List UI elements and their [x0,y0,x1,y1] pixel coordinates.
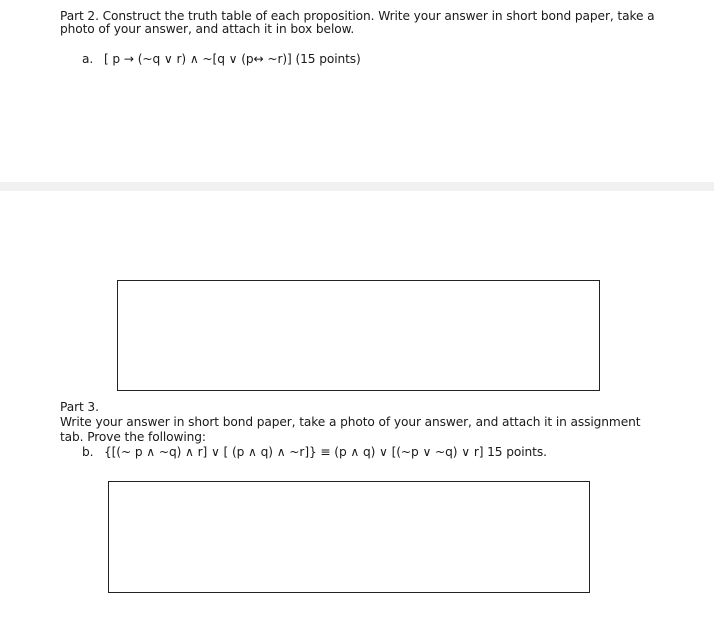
item-b-label: b. [82,445,94,459]
part3-instruction-line2: tab. Prove the following: [60,430,206,444]
part3-answer-box[interactable] [108,481,590,593]
item-b-proposition: {[(~ p ∧ ~q) ∧ r] ∨ [ (p ∧ q) ∧ ~r]} ≡ (p ∧ q) ∨ [(~p ∨ ~q) ∨ r] 15 points. [104,445,547,459]
item-a-label: a. [82,52,94,66]
part2-instruction-line2: photo of your answer, and attach it in box below. [60,22,355,36]
part2-answer-box[interactable] [117,280,600,391]
part3-instruction-line1: Write your answer in short bond paper, take a photo of your answer, and attach it in assignment [60,415,641,429]
item-a-proposition: [ p → (~q ∨ r) ∧ ~[q ∨ (p↔ ~r)] (15 points) [104,52,361,66]
page-break [0,182,714,191]
part2-instruction-line1: Part 2. Construct the truth table of each proposition. Write your answer in short bond paper, take a [60,9,655,23]
part3-heading: Part 3. [60,400,99,414]
